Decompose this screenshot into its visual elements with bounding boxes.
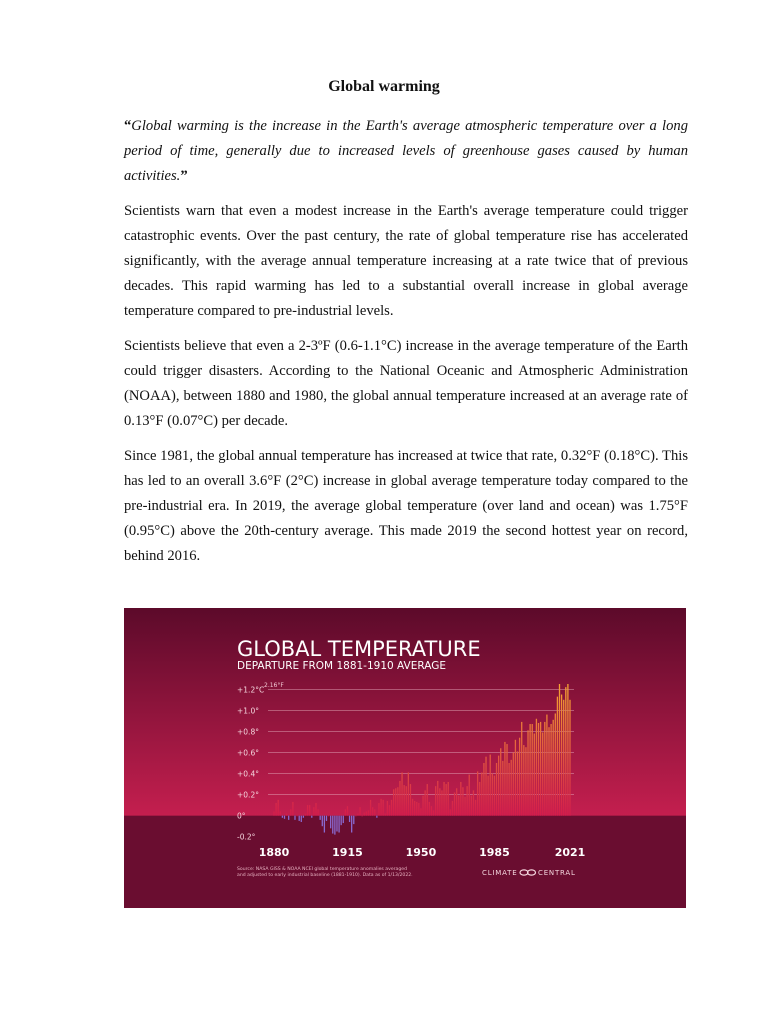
- bar-1943: [406, 786, 407, 815]
- bar-1938: [395, 788, 396, 815]
- bar-1968: [458, 796, 459, 816]
- bar-1953: [427, 784, 428, 816]
- bar-1964: [450, 809, 451, 815]
- page-title: Global warming: [328, 78, 440, 95]
- bar-1971: [464, 797, 465, 816]
- bar-2009: [544, 722, 545, 816]
- bar-2014: [555, 713, 556, 815]
- bar-2007: [540, 722, 541, 816]
- chart-bottom-band: [124, 816, 686, 908]
- svg-text:CLIMATE: CLIMATE: [482, 869, 518, 877]
- bar-1958: [437, 781, 438, 816]
- bar-1916: [349, 816, 350, 822]
- bar-1984: [492, 774, 493, 816]
- bar-1989: [502, 761, 503, 816]
- bar-2013: [553, 720, 554, 816]
- bar-1905: [326, 816, 327, 821]
- bar-1909: [334, 816, 335, 835]
- bar-1883: [280, 811, 281, 815]
- bar-1948: [416, 802, 417, 816]
- bar-1882: [278, 800, 279, 816]
- bar-1981: [485, 757, 486, 816]
- bar-1887: [288, 816, 289, 820]
- document-body: [124, 114, 688, 579]
- bar-1952: [425, 790, 426, 815]
- bar-1915: [347, 806, 348, 815]
- bar-1944: [408, 772, 409, 815]
- bar-1998: [521, 722, 522, 816]
- y-tick-label: +0.6°: [237, 748, 259, 758]
- bar-1979: [481, 772, 482, 815]
- bar-1986: [496, 763, 497, 816]
- bar-2018: [563, 700, 564, 816]
- bar-1925: [368, 810, 369, 815]
- bar-1899: [313, 807, 314, 815]
- bar-1973: [469, 775, 470, 816]
- bar-2019: [565, 687, 566, 816]
- bar-1993: [511, 760, 512, 816]
- bar-1933: [385, 814, 386, 816]
- bar-1962: [446, 784, 447, 816]
- bar-1920: [357, 814, 358, 816]
- bar-1955: [431, 806, 432, 815]
- bar-1889: [292, 802, 293, 816]
- bar-2002: [529, 724, 530, 816]
- bar-2000: [525, 747, 526, 815]
- bar-1990: [504, 742, 505, 816]
- bar-1906: [328, 816, 329, 817]
- quote-close-mark: ”: [180, 168, 188, 184]
- bar-2012: [550, 724, 551, 816]
- bar-1930: [378, 803, 379, 816]
- bar-2015: [557, 697, 558, 816]
- bar-1880: [273, 811, 274, 815]
- bar-1894: [303, 816, 304, 818]
- y-tick-label: 0°: [237, 811, 246, 821]
- bar-1959: [439, 788, 440, 815]
- bar-2017: [561, 695, 562, 816]
- bar-1969: [460, 782, 461, 816]
- bar-1942: [404, 785, 405, 816]
- bar-1888: [290, 809, 291, 815]
- bar-1951: [422, 796, 423, 816]
- bar-1893: [301, 816, 302, 822]
- bar-1917: [351, 816, 352, 833]
- chart-title: GLOBAL TEMPERATURE: [237, 637, 481, 661]
- bar-1974: [471, 796, 472, 816]
- bar-1908: [332, 816, 333, 834]
- bar-1956: [433, 810, 434, 815]
- bar-1936: [391, 800, 392, 816]
- bar-1983: [490, 755, 491, 816]
- bar-1890: [294, 816, 295, 820]
- source-note: Source: NASA GISS & NOAA NCEI global temperature anomalies averaged and adjusted to early industrial baseline (1881-1910). Data as of 1/13/2022.: [237, 867, 413, 878]
- bar-1885: [284, 816, 285, 819]
- bar-1961: [443, 782, 444, 816]
- bar-1992: [508, 763, 509, 816]
- bar-2021: [569, 700, 570, 816]
- bar-2006: [538, 723, 539, 816]
- bar-1895: [305, 814, 306, 816]
- y-tick-label: +1.2°C: [237, 685, 265, 695]
- bar-1911: [338, 816, 339, 833]
- bar-1999: [523, 745, 524, 816]
- bar-1966: [454, 792, 455, 815]
- paragraph-1: Scientists warn that even a modest increase in the Earth's average temperature could trigger catastrophic events. Over the past century, the rate of global temperature rise has accelerated significantly, with the average annual temperature increasing at a rate twice that of previous decades. This rapid warming has led to a substantial overall increase in global average temperature compared to pre-industrial levels.: [124, 203, 688, 319]
- bar-1910: [336, 816, 337, 832]
- bar-1949: [418, 803, 419, 816]
- paragraph-3: Since 1981, the global annual temperature has increased at twice that rate, 0.32°F (0.18°C). This has led to an overall 3.6°F (2°C) increase in global average temperature today compared to the pre-industrial era. In 2019, the average global temperature (over land and ocean) was 1.75°F (0.95°C) above the 20th-century average. This made 2019 the second hottest year on record, behind 2016.: [124, 448, 688, 564]
- bar-1963: [448, 782, 449, 816]
- bar-1924: [366, 811, 367, 815]
- bar-1941: [401, 772, 402, 815]
- bar-2016: [559, 684, 560, 816]
- bar-1970: [462, 787, 463, 815]
- bar-1982: [487, 776, 488, 816]
- svg-text:CENTRAL: CENTRAL: [538, 869, 576, 877]
- y-tick-label: +0.4°: [237, 769, 259, 779]
- bar-2003: [532, 724, 533, 816]
- bar-1929: [376, 816, 377, 818]
- bar-1923: [364, 813, 365, 816]
- x-tick-label: 1880: [258, 846, 290, 859]
- bar-1884: [282, 816, 283, 818]
- bar-1934: [387, 801, 388, 816]
- bar-1945: [410, 784, 411, 816]
- bar-1991: [506, 744, 507, 816]
- y-tick-label: -0.2°: [237, 832, 256, 842]
- bar-1898: [311, 816, 312, 818]
- paragraph-2: Scientists believe that even a 2-3ºF (0.6-1.1°C) increase in the average temperature of the Earth could trigger disasters. According to the National Oceanic and Atmospheric Administration (NOAA), between 1880 and 1980, the global annual temperature increased at an average rate of 0.13°F (0.07°C) per decade.: [124, 338, 688, 429]
- bar-1978: [479, 782, 480, 816]
- bar-1975: [473, 790, 474, 815]
- bar-1892: [299, 816, 300, 821]
- bar-1907: [330, 816, 331, 829]
- bar-1987: [498, 756, 499, 816]
- bar-1901: [317, 809, 318, 815]
- bar-2005: [536, 719, 537, 816]
- global-temperature-chart: [124, 608, 686, 908]
- bar-1985: [494, 776, 495, 816]
- bar-2011: [548, 727, 549, 815]
- bar-1900: [315, 803, 316, 816]
- bar-1996: [517, 751, 518, 815]
- bar-1954: [429, 802, 430, 816]
- bar-1972: [466, 786, 467, 815]
- bar-1913: [343, 816, 344, 823]
- definition-quote: [124, 114, 688, 189]
- quote-text: Global warming is the increase in the Earth's average atmospheric temperature over a long period of time, generally due to increased levels of greenhouse gases caused by human activities.: [124, 118, 688, 184]
- bar-1897: [309, 805, 310, 816]
- bar-1922: [362, 816, 363, 817]
- bar-1935: [389, 805, 390, 816]
- bar-1997: [519, 738, 520, 816]
- bar-1940: [399, 781, 400, 816]
- bar-1904: [324, 816, 325, 833]
- bar-2008: [542, 732, 543, 815]
- bar-1995: [515, 740, 516, 816]
- bar-1988: [500, 748, 501, 815]
- bar-1918: [353, 816, 354, 824]
- bar-1902: [320, 816, 321, 820]
- x-tick-label: 1915: [332, 846, 363, 859]
- x-tick-label: 1985: [479, 846, 510, 859]
- bar-1881: [275, 803, 276, 816]
- bar-1946: [412, 799, 413, 816]
- bar-1931: [380, 799, 381, 816]
- fahrenheit-label: 2.16°F: [264, 682, 284, 689]
- bar-1965: [452, 801, 453, 816]
- bar-1967: [456, 788, 457, 815]
- y-tick-label: +0.2°: [237, 790, 259, 800]
- bar-1926: [370, 800, 371, 816]
- x-tick-label: 2021: [554, 846, 586, 859]
- bar-1903: [322, 816, 323, 827]
- y-tick-label: +1.0°: [237, 706, 259, 716]
- bar-1919: [355, 816, 356, 817]
- bar-1947: [414, 801, 415, 816]
- bar-1950: [420, 808, 421, 815]
- chart-subtitle: DEPARTURE FROM 1881-1910 AVERAGE: [237, 660, 446, 672]
- bar-1957: [435, 786, 436, 815]
- bar-2004: [534, 734, 535, 816]
- bar-1928: [374, 809, 375, 815]
- bar-1980: [483, 763, 484, 816]
- bar-1896: [307, 805, 308, 816]
- bar-1960: [441, 790, 442, 815]
- bar-2001: [527, 730, 528, 815]
- bar-2020: [567, 684, 568, 816]
- bar-1976: [475, 800, 476, 816]
- x-tick-label: 1950: [405, 846, 437, 859]
- quote-open-mark: “: [124, 118, 132, 134]
- y-tick-label: +0.8°: [237, 727, 259, 737]
- bar-1939: [397, 787, 398, 815]
- bar-1932: [383, 800, 384, 816]
- bar-1994: [513, 752, 514, 815]
- global-temperature-figure: [124, 608, 686, 908]
- bar-1937: [393, 789, 394, 815]
- bar-1977: [477, 771, 478, 815]
- bar-2010: [546, 715, 547, 816]
- bar-1927: [372, 807, 373, 815]
- bar-1912: [341, 816, 342, 825]
- bar-1891: [296, 816, 297, 817]
- bar-1914: [345, 809, 346, 815]
- bar-1886: [286, 814, 287, 816]
- bar-1921: [359, 807, 360, 815]
